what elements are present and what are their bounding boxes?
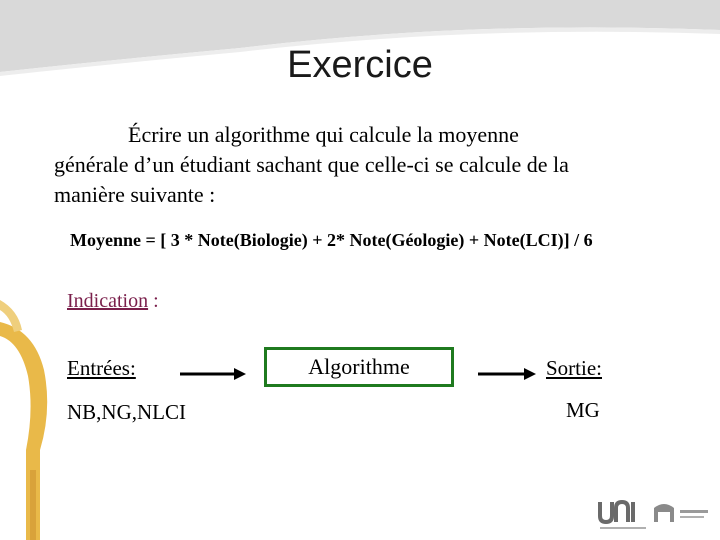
average-formula: Moyenne = [ 3 * Note(Biologie) + 2* Note(Géologie) + Note(LCI)] / 6 bbox=[70, 230, 593, 250]
algorithm-box bbox=[264, 347, 454, 387]
arrow-right-icon bbox=[478, 366, 536, 382]
indication-label: Indication bbox=[67, 290, 149, 312]
slide-title: Exercice bbox=[287, 44, 433, 86]
indication-heading bbox=[67, 290, 159, 313]
statement-line-3: manière suivante : bbox=[54, 182, 216, 207]
output-value: MG bbox=[566, 398, 600, 422]
algorithm-label: Algorithme bbox=[308, 354, 410, 379]
statement-line-2: générale d’un étudiant sachant que celle-ci se calcule de la bbox=[54, 152, 569, 177]
indication-colon: : bbox=[148, 290, 159, 312]
university-logo bbox=[596, 498, 712, 536]
inputs-value: NB,NG,NLCI bbox=[67, 400, 186, 424]
statement-line-1: Écrire un algorithme qui calcule la moyenne bbox=[128, 122, 519, 147]
exercise-statement bbox=[54, 120, 654, 210]
inputs-label: Entrées: bbox=[67, 356, 136, 380]
output-label: Sortie: bbox=[546, 356, 602, 380]
arrow-right-icon bbox=[180, 366, 246, 382]
